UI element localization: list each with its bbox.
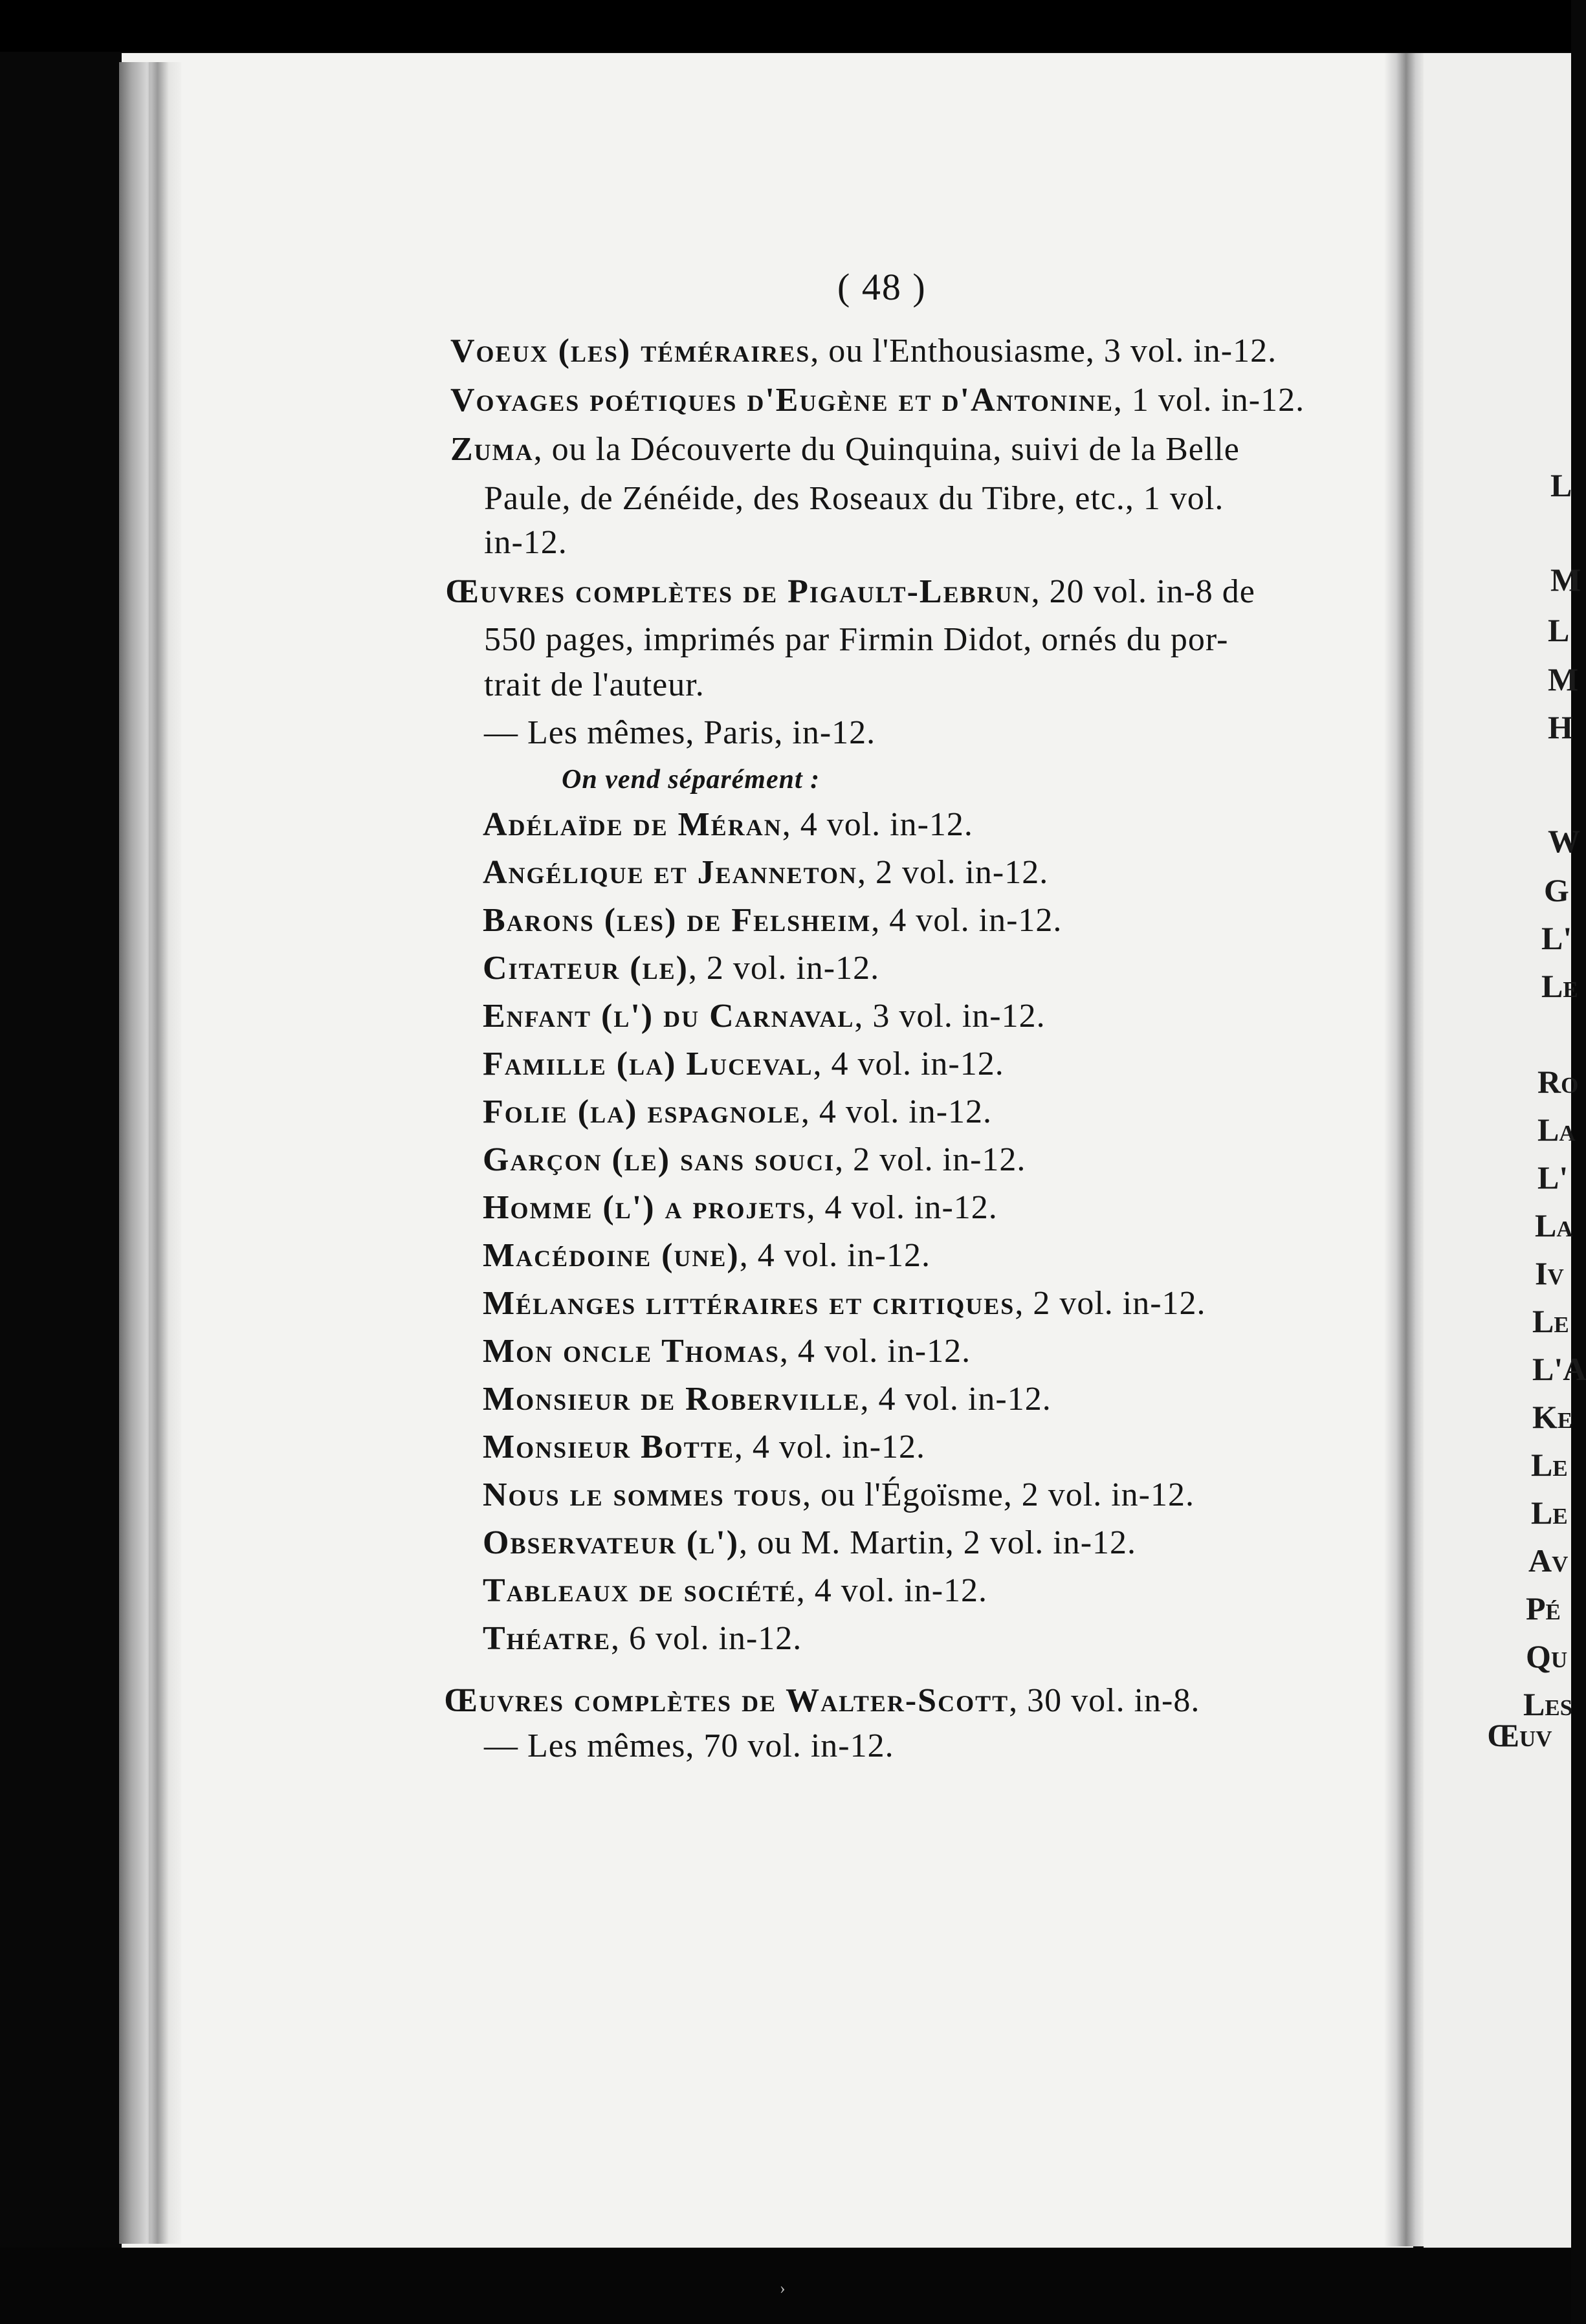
facing-page-text: Pé [1526, 1590, 1561, 1627]
entry-line: Tableaux de société, 4 vol. in-12. [483, 1572, 988, 1609]
entry-line: Théatre, 6 vol. in-12. [483, 1620, 802, 1657]
facing-page-text: Le [1531, 1447, 1568, 1483]
entry-subline: — Les mêmes, 70 vol. in-12. [484, 1727, 894, 1764]
entry-line: Folie (la) espagnole, 4 vol. in-12. [483, 1093, 993, 1130]
entry-line: Angélique et Jeanneton, 2 vol. in-12. [483, 854, 1049, 891]
facing-page-text: Les [1523, 1686, 1573, 1722]
page-number: ( 48 ) [837, 266, 927, 308]
facing-page-text: M [1548, 661, 1579, 697]
facing-page-text: H [1548, 709, 1573, 745]
facing-page-text: W [1548, 823, 1580, 859]
entry-continuation: in-12. [484, 524, 567, 561]
scan-mark: › [780, 2279, 786, 2297]
entry-continuation: Paule, de Zénéide, des Roseaux du Tibre, etc., 1 vol. [484, 480, 1224, 517]
entry-line: Nous le sommes tous, ou l'Égoïsme, 2 vol. in-12. [483, 1476, 1195, 1513]
entry-line: Mélanges littéraires et critiques, 2 vol. in-12. [483, 1285, 1206, 1322]
entry-line: Observateur (l'), ou M. Martin, 2 vol. in-12. [483, 1524, 1137, 1561]
entry-line: Garçon (le) sans souci, 2 vol. in-12. [483, 1141, 1026, 1178]
facing-page-text: Le [1541, 968, 1578, 1004]
facing-page-text: Qu [1526, 1638, 1568, 1674]
entry-line: Adélaïde de Méran, 4 vol. in-12. [483, 806, 973, 843]
facing-page-text: L [1550, 467, 1572, 503]
entry-line: Barons (les) de Felsheim, 4 vol. in-12. [483, 902, 1063, 939]
entry-line: Macédoine (une), 4 vol. in-12. [483, 1237, 931, 1274]
section-subheading: On vend séparément : [562, 765, 821, 795]
entry-line: Zuma, ou la Découverte du Quinquina, suivi de la Belle [450, 431, 1240, 468]
scan-border-bottom [0, 2248, 1571, 2324]
entry-line: Œuvres complètes de Walter-Scott, 30 vol. in-8. [444, 1682, 1200, 1719]
entry-line: Homme (l') a projets, 4 vol. in-12. [483, 1189, 998, 1226]
entry-subline: — Les mêmes, Paris, in-12. [484, 714, 876, 751]
facing-page-text: Ro [1537, 1064, 1579, 1100]
entry-line: Monsieur de Roberville, 4 vol. in-12. [483, 1381, 1052, 1418]
facing-page-text: La [1535, 1207, 1573, 1244]
entry-line: Voeux (les) téméraires, ou l'Enthousiasme, 3 vol. in-12. [450, 333, 1277, 369]
facing-page-text: La [1537, 1112, 1576, 1148]
entry-line: Enfant (l') du Carnaval, 3 vol. in-12. [483, 998, 1046, 1035]
facing-page-text: Le [1531, 1495, 1568, 1531]
entry-line: Citateur (le), 2 vol. in-12. [483, 950, 880, 987]
entry-continuation: 550 pages, imprimés par Firmin Didot, ornés du por- [484, 621, 1229, 658]
facing-page-text: Œuv [1487, 1717, 1552, 1753]
facing-page-text: Le [1532, 1303, 1569, 1339]
entry-line: Famille (la) Luceval, 4 vol. in-12. [483, 1046, 1004, 1082]
facing-page-text: L' [1537, 1159, 1569, 1196]
facing-page-text: L'A [1532, 1351, 1586, 1387]
entry-line: Œuvres complètes de Pigault-Lebrun, 20 vol. in-8 de [445, 573, 1255, 610]
facing-page-text: M [1550, 562, 1581, 598]
entry-line: Monsieur Botte, 4 vol. in-12. [483, 1429, 926, 1465]
facing-page-text: L [1548, 612, 1570, 648]
facing-page-text: G [1544, 872, 1569, 908]
entry-line: Voyages poétiques d'Eugène et d'Antonine, 1 vol. in-12. [450, 382, 1305, 419]
facing-page-text: Av [1528, 1542, 1569, 1579]
facing-page-text: Ke [1532, 1399, 1573, 1435]
facing-page-text: L' [1541, 920, 1572, 956]
entry-line: Mon oncle Thomas, 4 vol. in-12. [483, 1333, 971, 1370]
entry-continuation: trait de l'auteur. [484, 666, 705, 703]
facing-page-text: Iv [1535, 1255, 1564, 1291]
